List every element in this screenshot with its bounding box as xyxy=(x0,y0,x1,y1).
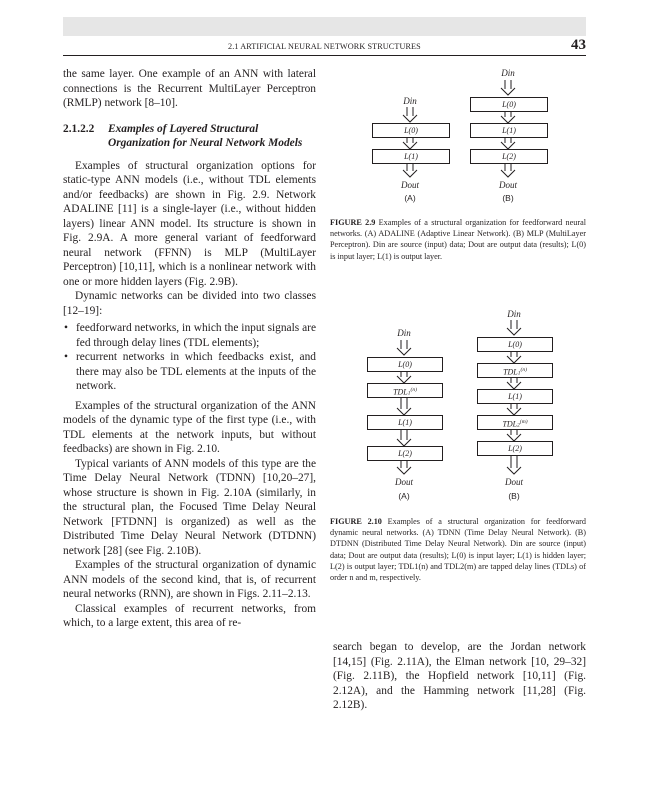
list-item xyxy=(63,321,316,350)
paragraph-dynamic-classes: Dynamic networks can be divided into two classes [12–19]: xyxy=(63,290,316,317)
page-number: 43 xyxy=(571,37,586,53)
layer-box: L(1) xyxy=(470,123,548,138)
subsection-heading xyxy=(63,122,316,151)
input-label: Din xyxy=(397,328,411,338)
right-column-text xyxy=(333,640,586,713)
figure-2-10-caption xyxy=(330,516,586,583)
layer-box: L(0) xyxy=(367,357,443,372)
input-label: Din xyxy=(507,309,521,319)
layer-box: L(2) xyxy=(367,446,443,461)
running-header xyxy=(63,37,586,56)
paragraph-tdnn: Typical variants of ANN models of this type are the Time Delay Neural Network (TDNN) [10,20–27], whose structure is shown in Fig. 2.10A (similarly, in the structural plan, the Focused Time Delay Neural Network [FTDNN] is organized) as well as the Distributed Time Delay Neural Network (DTDNN) network [28] (see Fig. 2.10B). xyxy=(63,457,316,557)
left-column xyxy=(63,67,316,631)
heading-number: 2.1.2.2 xyxy=(63,122,95,135)
paragraph-dynamic-first-type: Examples of the structural organization of the ANN models of the dynamic type of the first type (i.e., with TDL elements at the network inputs, but without feedbacks) are shown in Fig. 2.10. xyxy=(63,399,316,455)
output-label: Dout xyxy=(395,477,413,487)
tdl-box: TDL1$^{(n)}$ xyxy=(367,383,443,398)
caption-text: Examples of a structural organization for feedforward dynamic neural networks. (A) TDNN (Time Delay Neural Network). (B) DTDNN (Distributed Time Delay Neural Network). Din are source (input) data; Dout are output data (results); L(0) is input layer; L(1) is hidden layer; L(2) is output layer; TDL1(n) and TDL2(m) are tapped delay lines (TDLs) of order n and m, respectively. xyxy=(330,517,587,583)
layer-box: L(1) xyxy=(372,149,450,164)
arrow-down-icon xyxy=(505,455,523,476)
header-rule xyxy=(63,55,586,56)
figure-2-9 xyxy=(330,62,586,212)
bullet-text: recurrent networks in which feedbacks exist, and there may also be TDL elements at the inputs of the network. xyxy=(76,351,316,392)
tdl-box: TDL2$^{(m)}$ xyxy=(477,415,553,430)
layer-box: L(2) xyxy=(477,441,553,456)
input-label: Din xyxy=(501,68,515,78)
paragraph-classical: Classical examples of recurrent networks, from which, to a large extent, this area of re- xyxy=(63,602,316,629)
figure-2-10 xyxy=(330,305,586,505)
input-label: Din xyxy=(403,96,417,106)
paragraph-static-examples: Examples of structural organization options for static-type ANN models (i.e., without TDL elements and/or feedbacks) are shown in Fig. 2.9. Network ADALINE [11] is a single-layer (i.e., without hidden layers) linear ANN model. Its structure is shown in Fig. 2.9A. A more general variant of feedforward neural network (FFNN) is MLP (MultiLayer Perceptron) [10,11], which is a nonlinear network with one or more hidden layers (Fig. 2.9B). xyxy=(63,159,316,288)
layer-box: L(0) xyxy=(470,97,548,112)
layer-box: L(1) xyxy=(477,389,553,404)
arrow-down-icon xyxy=(395,340,413,357)
figure-2-9-caption xyxy=(330,217,586,262)
heading-title: Examples of Layered Structural Organization for Neural Network Models xyxy=(108,122,303,149)
panel-label: (A) xyxy=(404,193,416,203)
output-label: Dout xyxy=(401,180,419,190)
intro-paragraph: the same layer. One example of an ANN with lateral connections is the Recurrent MultiLayer Perceptron (RMLP) network [8–10]. xyxy=(63,68,316,109)
network-class-list xyxy=(63,321,316,394)
caption-text: Examples of a structural organization for feedforward neural networks. (A) ADALINE (Adaptive Linear Network). (B) MLP (MultiLayer Perceptron). Din are source (input) data; Dout are output data (results); L(0) is input layer; L(1) is output layer. xyxy=(330,218,586,261)
section-title: 2.1 ARTIFICIAL NEURAL NETWORK STRUCTURES xyxy=(228,42,421,51)
arrow-down-icon xyxy=(401,107,419,124)
bullet-icon: • xyxy=(64,322,68,334)
list-item xyxy=(63,350,316,394)
arrow-down-icon xyxy=(401,163,419,179)
panel-label: (B) xyxy=(502,193,514,203)
paragraph-continuation: search began to develop, are the Jordan network [14,15] (Fig. 2.11A), the Elman network [10, 29–32] (Fig. 2.11B), the Hopfield network [10,11] (Fig. 2.12A), and the Hamming network [11,28] (Fig. 2.12B). xyxy=(333,641,586,711)
arrow-down-icon xyxy=(499,80,517,97)
bullet-text: feedforward networks, in which the input signals are fed through delay lines (TDL elements); xyxy=(76,322,316,349)
arrow-down-icon xyxy=(395,460,413,476)
bullet-icon: • xyxy=(64,351,68,363)
arrow-down-icon xyxy=(499,163,517,179)
panel-label: (A) xyxy=(398,491,410,501)
panel-label: (B) xyxy=(508,491,520,501)
tdl-box: TDL1$^{(n)}$ xyxy=(477,363,553,378)
output-label: Dout xyxy=(499,180,517,190)
layer-box: L(0) xyxy=(477,337,553,352)
caption-label: FIGURE 2.10 xyxy=(330,517,382,526)
layer-box: L(1) xyxy=(367,415,443,430)
output-label: Dout xyxy=(505,477,523,487)
layer-box: L(2) xyxy=(470,149,548,164)
layer-box: L(0) xyxy=(372,123,450,138)
header-band xyxy=(63,17,586,36)
caption-label: FIGURE 2.9 xyxy=(330,218,376,227)
arrow-down-icon xyxy=(505,320,523,337)
paragraph-rnn: Examples of the structural organization of dynamic ANN models of the second kind, that is, of recurrent neural networks (RNN), are shown in Figs. 2.11–2.13. xyxy=(63,559,316,600)
arrow-down-icon xyxy=(395,397,413,417)
